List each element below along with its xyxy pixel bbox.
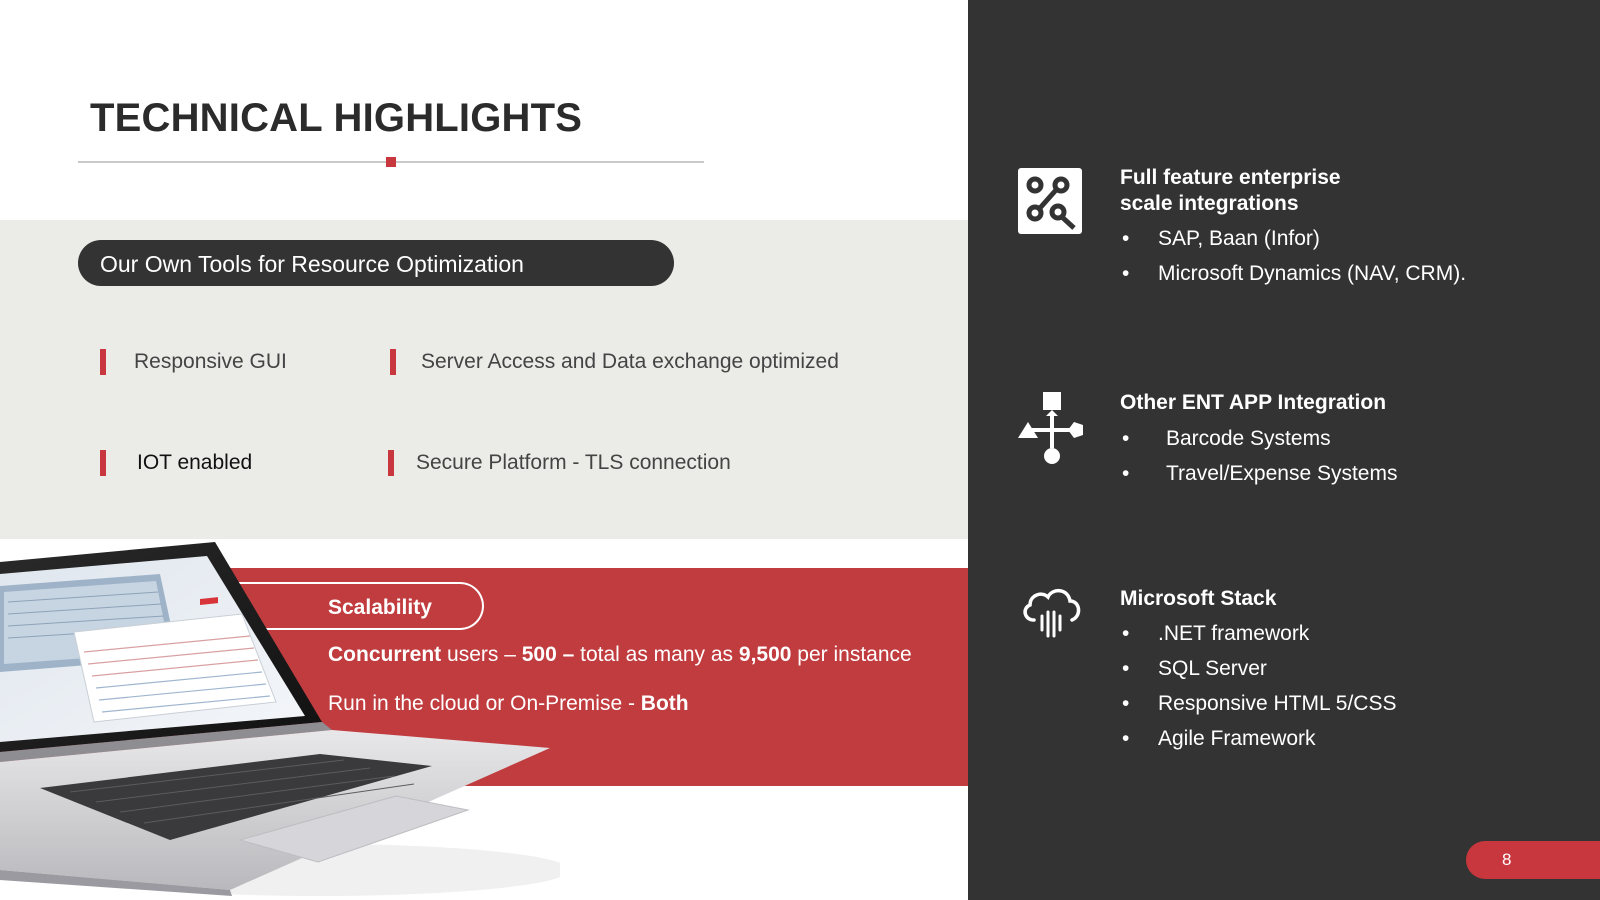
list-item-label: Responsive HTML 5/CSS bbox=[1158, 692, 1397, 715]
tools-heading-pill bbox=[78, 240, 674, 286]
section-title-line: Other ENT APP Integration bbox=[1120, 391, 1387, 414]
scalability-label: Scalability bbox=[328, 596, 432, 619]
feature-marker bbox=[100, 450, 106, 476]
tools-heading: Our Own Tools for Resource Optimization bbox=[100, 251, 524, 277]
bullet-icon: • bbox=[1122, 657, 1130, 680]
feature-item bbox=[100, 449, 252, 477]
feature-label: Secure Platform - TLS connection bbox=[416, 451, 731, 474]
section-title bbox=[1120, 390, 1386, 416]
total-count: 9,500 bbox=[738, 643, 792, 666]
concurrent-word: Concurrent bbox=[328, 643, 442, 666]
feature-marker bbox=[388, 450, 394, 476]
section-title-line: Full feature enterprise bbox=[1120, 166, 1341, 189]
section-title-line: scale integrations bbox=[1120, 192, 1299, 215]
deployment-text: Run in the cloud or On-Premise - bbox=[328, 692, 641, 715]
list-item-label: Microsoft Dynamics (NAV, CRM). bbox=[1158, 262, 1467, 285]
feature-label: IOT enabled bbox=[137, 451, 253, 474]
feature-label: Responsive GUI bbox=[134, 350, 287, 373]
integration-nodes-icon bbox=[1018, 168, 1082, 234]
bullet-icon: • bbox=[1122, 727, 1130, 750]
section-title bbox=[1120, 165, 1341, 217]
feature-label: Server Access and Data exchange optimized bbox=[421, 350, 839, 373]
list-item-label: .NET framework bbox=[1158, 622, 1310, 645]
list-item-label: Barcode Systems bbox=[1166, 427, 1331, 450]
concurrent-count: 500 bbox=[521, 643, 557, 666]
users-text: users – bbox=[441, 643, 522, 666]
list-item-label: SQL Server bbox=[1158, 657, 1267, 680]
total-text: total as many as bbox=[580, 643, 739, 666]
per-instance-text: per instance bbox=[791, 643, 912, 666]
page-number-tab bbox=[1466, 841, 1600, 879]
feature-item bbox=[390, 348, 839, 376]
deployment-both: Both bbox=[640, 692, 689, 715]
cloud-icon bbox=[1020, 586, 1082, 640]
bullet-icon: • bbox=[1122, 462, 1130, 485]
bullet-icon: • bbox=[1122, 692, 1130, 715]
page-number: 8 bbox=[1502, 850, 1512, 869]
bullet-icon: • bbox=[1122, 227, 1130, 250]
feature-marker bbox=[390, 349, 396, 375]
section-title-line: Microsoft Stack bbox=[1120, 587, 1277, 610]
workflow-shapes-icon bbox=[1018, 390, 1086, 468]
laptop-illustration bbox=[0, 540, 560, 900]
page-title: TECHNICAL HIGHLIGHTS bbox=[90, 96, 583, 140]
feature-item bbox=[388, 449, 731, 477]
list-item-label: Agile Framework bbox=[1158, 727, 1316, 750]
title-accent-square bbox=[386, 157, 396, 167]
list-item-label: Travel/Expense Systems bbox=[1166, 462, 1398, 485]
bullet-icon: • bbox=[1122, 622, 1130, 645]
section-title bbox=[1120, 586, 1276, 612]
feature-marker bbox=[100, 349, 106, 375]
bullet-icon: • bbox=[1122, 427, 1130, 450]
dash: – bbox=[556, 643, 581, 666]
bullet-icon: • bbox=[1122, 262, 1130, 285]
feature-item bbox=[100, 348, 287, 376]
list-item-label: SAP, Baan (Infor) bbox=[1158, 227, 1320, 250]
